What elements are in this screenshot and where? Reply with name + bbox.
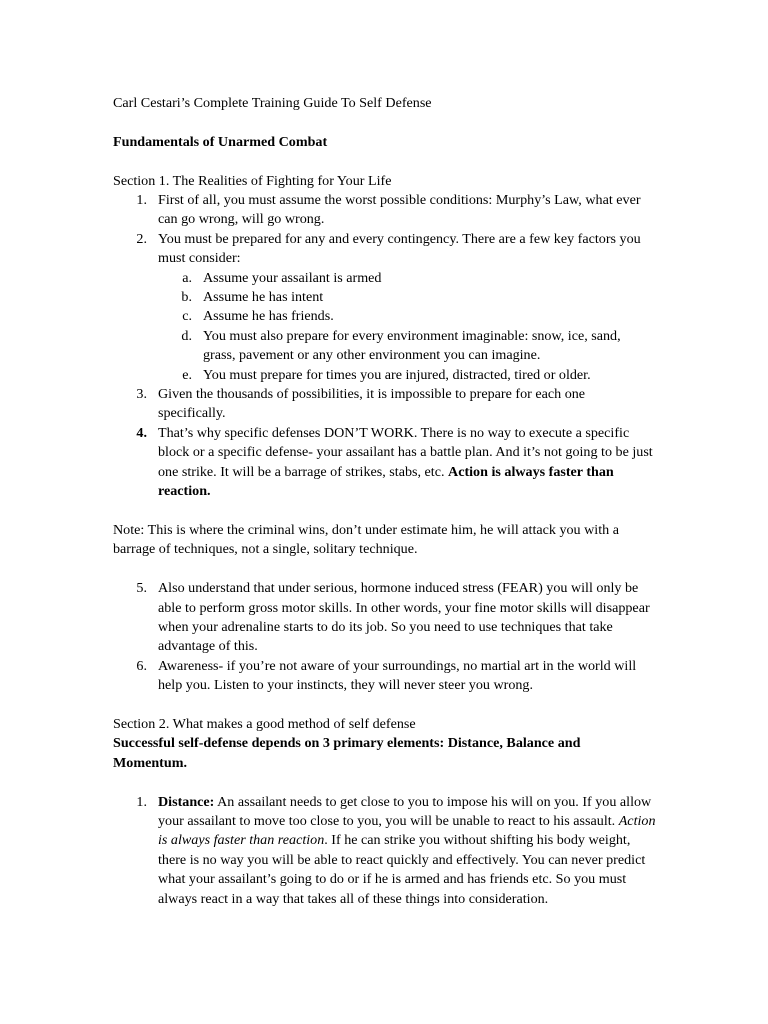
list-item <box>113 793 656 909</box>
sub-list-item <box>158 366 656 385</box>
sub-list-item-text: Assume he has intent <box>203 289 324 306</box>
sub-list-item <box>158 288 656 307</box>
sub-list-item <box>158 307 656 326</box>
list-item <box>113 230 656 385</box>
list-marker: 1. <box>136 793 147 810</box>
list-item-italic-text: Action is always faster than reaction <box>158 812 656 849</box>
sub-list <box>158 269 656 385</box>
list-marker: 4. <box>136 424 147 441</box>
sub-list-marker: e. <box>182 366 192 383</box>
sub-list-item-text: You must prepare for times you are injured, distracted, tired or older. <box>203 366 591 383</box>
list-item-lead: Distance: <box>158 793 215 810</box>
document-heading: Fundamentals of Unarmed Combat <box>113 133 328 150</box>
list-marker: 2. <box>136 230 147 247</box>
list-marker: 3. <box>136 386 147 403</box>
section-1-title: Section 1. The Realities of Fighting for Your Life <box>113 172 392 189</box>
sub-list-item <box>158 327 656 366</box>
list-item <box>113 579 656 657</box>
list-item <box>113 657 656 696</box>
list-marker: 5. <box>136 580 147 597</box>
list-item <box>113 385 656 424</box>
list-item-text: . If he can strike you without shifting his body weight, there is no way you will be able to react quickly and effectively. You can never predict what your assailant’s going to do or if he is armed and has friends etc. So you must always react in a way that takes all of these things into consideration. <box>158 832 646 907</box>
sub-list-marker: c. <box>182 308 192 325</box>
sub-list-marker: d. <box>181 327 192 344</box>
sub-list-item-text: Assume your assailant is armed <box>203 269 382 286</box>
sub-list-item-text: Assume he has friends. <box>203 308 334 325</box>
sub-list-item <box>158 269 656 288</box>
section-2-intro: Successful self-defense depends on 3 primary elements: Distance, Balance and Momentum. <box>113 735 581 771</box>
note-paragraph: Note: This is where the criminal wins, don’t under estimate him, he will attack you with a barrage of techniques, not a single, solitary technique. <box>113 521 619 558</box>
list-marker: 6. <box>136 657 147 674</box>
sub-list-item-text: You must also prepare for every environment imaginable: snow, ice, sand, grass, pavement or any other environment you can imagine. <box>203 327 621 364</box>
document-title: Carl Cestari’s Complete Training Guide To Self Defense <box>113 95 432 111</box>
section-2-list <box>113 793 656 909</box>
list-item <box>113 424 656 502</box>
list-item-text: First of all, you must assume the worst possible conditions: Murphy’s Law, what ever can go wrong, will go wrong. <box>158 192 641 228</box>
sub-list-marker: b. <box>181 289 192 306</box>
list-marker: 1. <box>136 192 147 208</box>
section-1-list <box>113 191 656 502</box>
sub-list-marker: a. <box>182 269 192 286</box>
list-item-text: Given the thousands of possibilities, it is impossible to prepare for each one specifically. <box>158 386 586 422</box>
section-2-title: Section 2. What makes a good method of self defense <box>113 715 416 732</box>
section-1-list-continued <box>113 579 656 695</box>
list-item-text: Awareness- if you’re not aware of your surroundings, no martial art in the world will help you. Listen to your instincts, they will never steer you wrong. <box>158 657 637 694</box>
list-item-text: Also understand that under serious, hormone induced stress (FEAR) you will only be able to perform gross motor skills. In other words, your fine motor skills will disappear when your adrenaline starts to do its job. So you need to use techniques that take advantage of this. <box>158 580 650 655</box>
list-item-text: An assailant needs to get close to you to impose his will on you. If you allow your assailant to move too close to you, you will be unable to react to his assault. <box>158 793 652 829</box>
list-item <box>113 191 656 230</box>
list-item-text: You must be prepared for any and every contingency. There are a few key factors you must consider: <box>158 230 641 267</box>
list-item-text: That’s why specific defenses DON’T WORK. There is no way to execute a specific block or a specific defense- your assailant has a battle plan. And it’s not going to be just one strike. It will be a barrage of strikes, stabs, etc. <box>158 424 653 480</box>
list-item-bold-text: Action is always faster than reaction. <box>158 463 614 500</box>
